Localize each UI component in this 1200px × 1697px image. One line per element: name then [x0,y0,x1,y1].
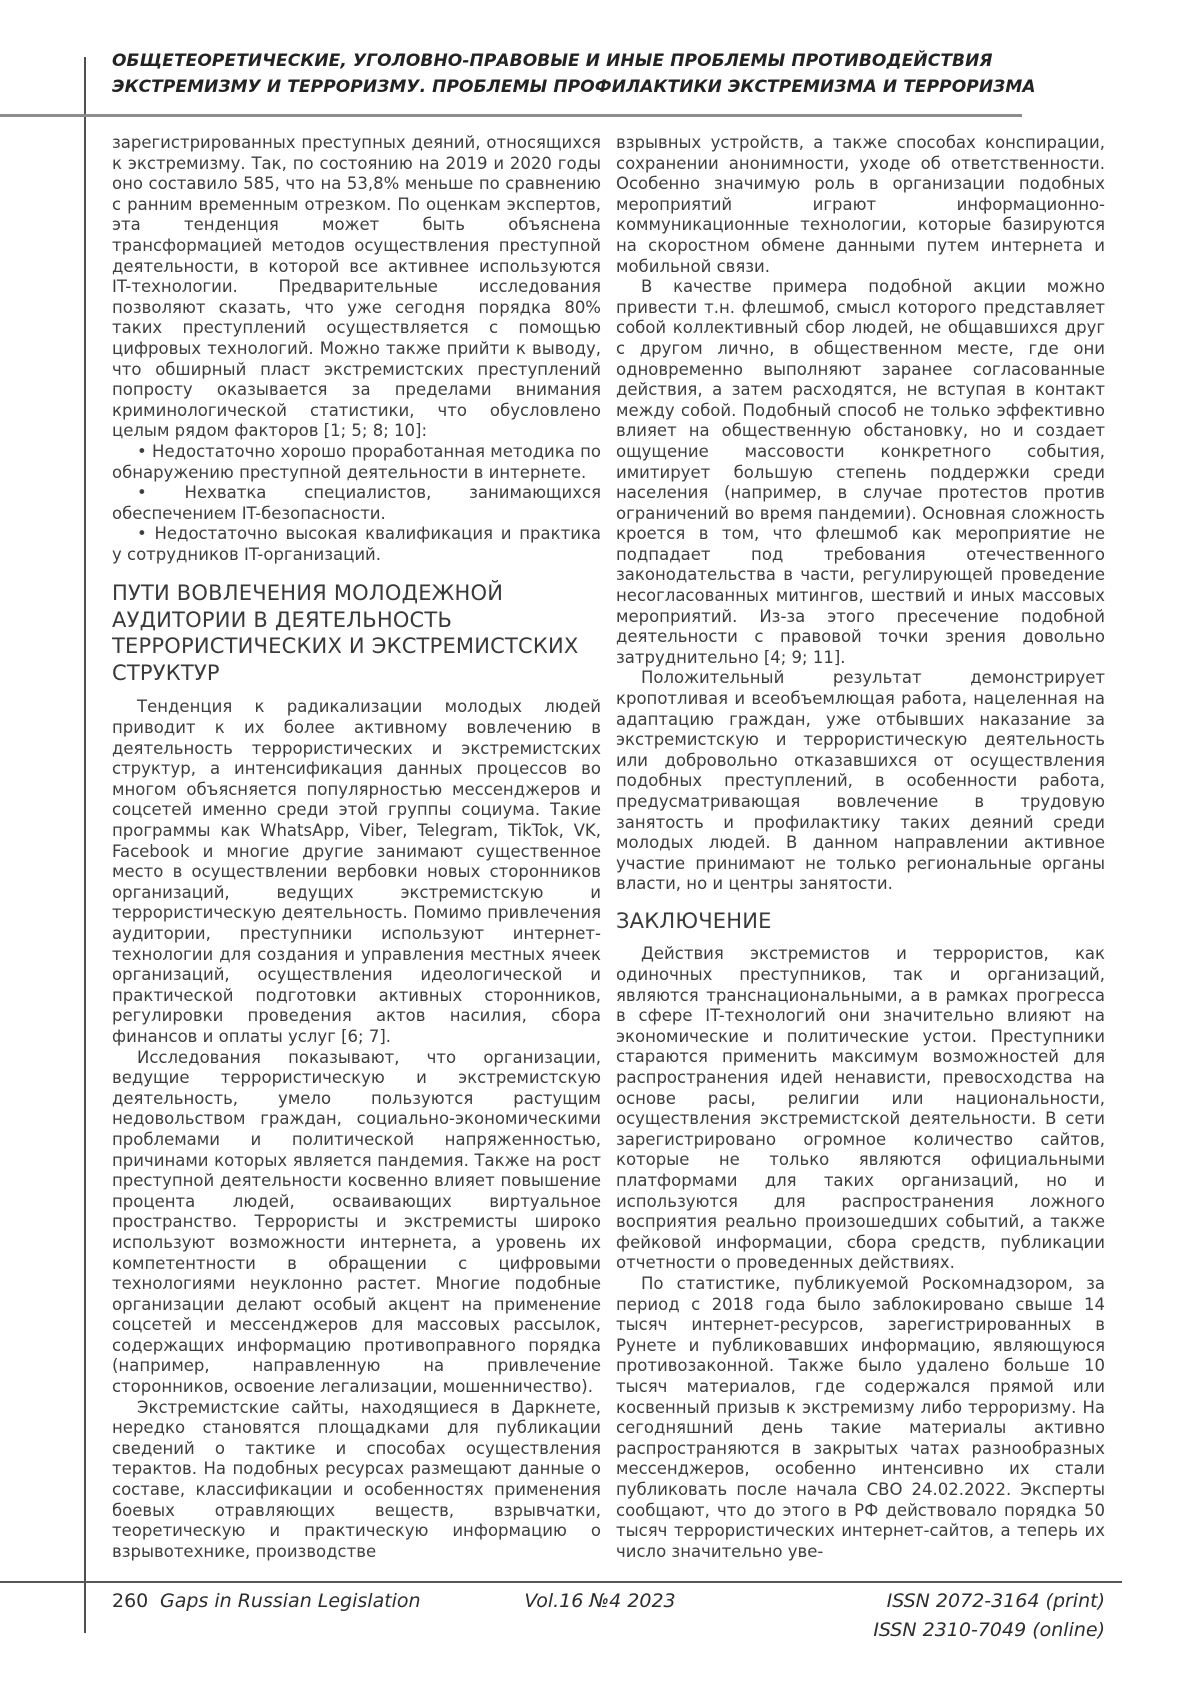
section-heading-line: АУДИТОРИИ В ДЕЯТЕЛЬНОСТЬ [112,607,453,632]
section-heading-line: ПУТИ ВОВЛЕЧЕНИЯ МОЛОДЕЖНОЙ [112,581,504,606]
body-paragraph: В качестве примера подобной акции можно привести т.н. флешмоб, смысл которого представляет собой коллективный сбор людей, не общавшихся друг с другом лично, в общественном месте, где они одновременно выполняют заранее согласованные действия, а затем расходятся, не вступая в контакт между собой. Подобный способ не только эффективно влияет на общественную обстановку, но и создает ощущение массовости конкретного события, имитирует большую степень поддержки среди населения (например, в случае протестов против ограничений во время пандемии). Основная сложность кроется в том, что флешмоб как мероприятие не подпадает под требования отечественного законодательства в части, регулирующей проведение несогласованных митингов, шествий и иных массовых мероприятий. Из-за этого пресечение подобной деятельности с правовой точки зрения довольно затруднительно [4; 9; 11]. [616,277,1105,667]
issn-print: ISSN 2072-3164 (print) [886,1590,1105,1612]
body-paragraph: По статистике, публикуемой Роскомнадзором, за период с 2018 года было заблокировано свыше 14 тысяч интернет-ресурсов, зарегистрированных в Рунете и публиковавших информацию, являющуюся противозаконной. Также было удалено больше 10 тысяч материалов, где содержался прямой или косвенный призыв к экстремизму либо терроризму. На сегодняшний день такие материалы активно распространяются в закрытых чатах разнообразных мессенджеров, особенно интенсивно их стали публиковать после начала СВО 24.02.2022. Эксперты сообщают, что до этого в РФ действовало порядка 50 тысяч террористических интернет-сайтов, а теперь их число значительно уве- [616,1273,1105,1561]
issn-online: ISSN 2310-7049 (online) [873,1619,1105,1641]
section-heading-line: СТРУКТУР [112,660,220,685]
paragraph-continued-from-left-column: взрывных устройств, а также способах конспирации, сохранении анонимности, уходе об ответственности. Особенно значимую роль в организации подобных мероприятий играют информационно-коммуникационные технологии, которые базируются на скоростном обмене данными путем интернета и мобильной связи. [616,133,1105,276]
issn-block [873,1590,1105,1648]
bullet-item: • Недостаточно хорошо проработанная методика по обнаружению преступной деятельности в интернете. [112,441,601,482]
left-column [112,133,601,1567]
journal-title: Gaps in Russian Legislation [160,1590,421,1612]
section-heading-line: ТЕРРОРИСТИЧЕСКИХ И ЭКСТРЕМИСТСКИХ [112,634,579,659]
body-paragraph: Положительный результат демонстрирует кропотливая и всеобъемлющая работа, нацеленная на адаптацию граждан, уже отбывших наказание за экстремистскую и террористическую деятельность или добровольно отказавшихся от осуществления подобных преступлений, в особенности работа, предусматривающая вовлечение в трудовую занятость и профилактику таких деяний среди молодых людей. В данном направлении активное участие принимают не только региональные органы власти, но и центры занятости. [616,668,1105,894]
body-paragraph: Исследования показывают, что организации, ведущие террористическую и экстремистскую деятельность, умело пользуются растущим недовольством граждан, социально-экономическими проблемами и политической напряженностью, причинами которых является пандемия. Также на рост преступной деятельности косвенно влияет повышение процента людей, осваивающих виртуальное пространство. Террористы и экстремисты широко используют возможности интернета, а уровень их компетентности в обращении с цифровыми технологиями неуклонно растет. Многие подобные организации делают особый акцент на применение соцсетей и мессенджеров для массовых рассылок, содержащих информацию противоправного порядка (например, направленную на привлечение сторонников, освоение легализации, мошенничество). [112,1047,601,1397]
header-divider-rule [0,114,1022,117]
running-head [112,48,1052,100]
body-paragraph: Экстремистские сайты, находящиеся в Даркнете, нередко становятся площадками для публикации сведений о тактике и способах осуществления терактов. На подобных ресурсах размещают данные о составе, классификации и особенностях применения боевых отравляющих веществ, взрывчатки, теоретическую и практическую информацию о взрывотехнике, производстве [112,1397,601,1561]
bullet-item: • Недостаточно высокая квалификация и практика у сотрудников IT-организаций. [112,524,601,564]
body-paragraph: Действия экстремистов и террористов, как одиночных преступников, так и организаций, являются транснациональными, а в рамках прогресса в сфере IT-технологий они значительно влияют на экономические и политические устои. Преступники стараются применить максимум возможностей для распространения идей ненависти, превосходства на основе расы, религии или национальности, осуществления экстремистской деятельности. В сети зарегистрировано огромное количество сайтов, которые не только являются официальными платформами для таких организаций, но и используются для распространения ложного восприятия реально произошедших событий, а также фейковой информации, сбора средств, публикации отчетности о проведенных действиях. [616,944,1105,1273]
page-number: 260 [112,1590,149,1612]
running-head-line-2: ЭКСТРЕМИЗМУ И ТЕРРОРИЗМУ. ПРОБЛЕМЫ ПРОФИЛАКТИКИ ЭКСТРЕМИЗМА И ТЕРРОРИЗМА [112,77,1036,97]
right-column [616,133,1105,1567]
section-heading [112,580,601,686]
bullet-item: • Нехватка специалистов, занимающихся обеспечением IT-безопасности. [112,483,601,523]
conclusion-heading: ЗАКЛЮЧЕНИЕ [616,908,772,933]
left-vertical-rule [84,57,86,1633]
paragraph-continued-from-previous-page: зарегистрированных преступных деяний, относящихся к экстремизму. Так, по состоянию на 2019 и 2020 годы оно составило 585, что на 53,8% меньше по сравнению с ранним временным отрезком. По оценкам экспертов, эта тенденция может быть объяснена трансформацией методов осуществления преступной деятельности, в которой все активнее используются IT-технологии. Предварительные исследования позволяют сказать, что уже сегодня порядка 80% таких преступлений осуществляется с помощью цифровых технологий. Можно также прийти к выводу, что обширный пласт экстремистских преступлений попросту оказывается за пределами внимания криминологической статистики, что обусловлено целым рядом факторов [1; 5; 8; 10]: [112,133,601,441]
running-head-line-1: ОБЩЕТЕОРЕТИЧЕСКИЕ, УГОЛОВНО-ПРАВОВЫЕ И ИНЫЕ ПРОБЛЕМЫ ПРОТИВОДЕЙСТВИЯ [112,51,993,71]
volume-issue-year: Vol.16 №4 2023 [524,1590,676,1612]
footer-divider-rule [0,1581,1122,1583]
article-body [112,133,1106,1567]
body-paragraph: Тенденция к радикализации молодых людей приводит к их более активному вовлечению в деятельность террористических и экстремистских структур, а интенсификация данных процессов во многом объясняется популярностью мессенджеров и соцсетей именно среди этой группы социума. Такие программы как WhatsApp, Viber, Telegram, TikTok, VK, Facebook и многие другие занимают существенное место в осуществлении вербовки новых сторонников организаций, ведущих экстремистскую и террористическую деятельность. Помимо привлечения аудитории, преступники используют интернет-технологии для создания и управления местных ячеек организаций, осуществления идеологической и практической подготовки активных сторонников, регулировки проведения актов насилия, сбора финансов и оплаты услуг [6; 7]. [112,697,601,1046]
